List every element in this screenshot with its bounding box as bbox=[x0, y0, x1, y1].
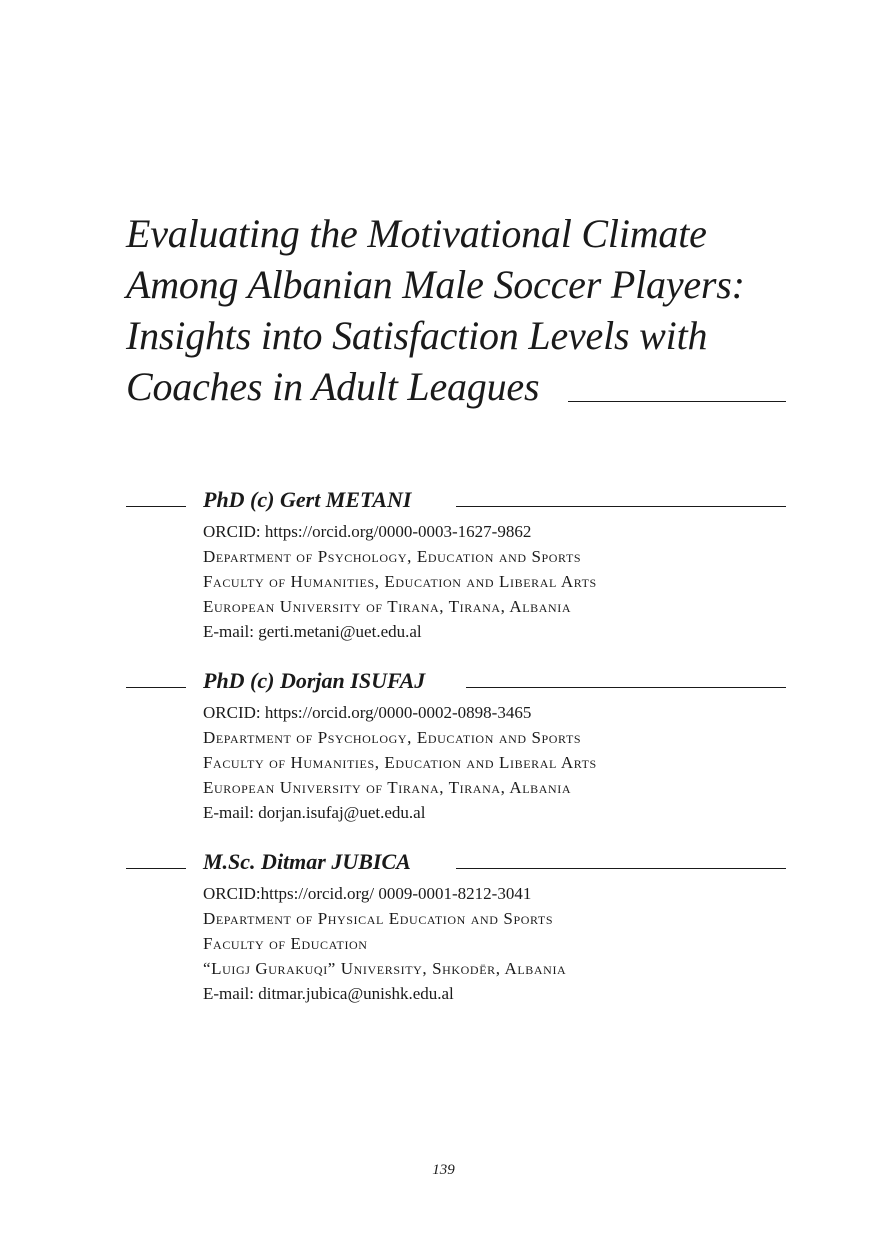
author-name: PhD (c) Gert METANI bbox=[203, 486, 419, 514]
author-rule-left bbox=[126, 687, 186, 688]
author-heading bbox=[126, 667, 786, 697]
author-block-1 bbox=[126, 486, 786, 644]
author-university: European University of Tirana, Tirana, Albania bbox=[203, 597, 572, 616]
title-line-4: Coaches in Adult Leagues bbox=[126, 364, 540, 409]
author-orcid: ORCID: https://orcid.org/0000-0002-0898-3465 bbox=[203, 703, 532, 722]
author-name: M.Sc. Ditmar JUBICA bbox=[203, 848, 419, 876]
author-department: Department of Psychology, Education and Sports bbox=[203, 728, 582, 747]
author-university: European University of Tirana, Tirana, Albania bbox=[203, 778, 572, 797]
author-faculty: Faculty of Education bbox=[203, 934, 368, 953]
author-block-3 bbox=[126, 848, 786, 1006]
author-faculty: Faculty of Humanities, Education and Liberal Arts bbox=[203, 572, 597, 591]
author-faculty: Faculty of Humanities, Education and Liberal Arts bbox=[203, 753, 597, 772]
page-number: 139 bbox=[432, 1162, 455, 1178]
author-department: Department of Physical Education and Sports bbox=[203, 909, 554, 928]
title-rule bbox=[568, 401, 786, 402]
author-email: E-mail: dorjan.isufaj@uet.edu.al bbox=[203, 803, 426, 822]
author-name: PhD (c) Dorjan ISUFAJ bbox=[203, 667, 433, 695]
title-line-3: Insights into Satisfaction Levels with bbox=[126, 313, 708, 358]
author-department: Department of Psychology, Education and Sports bbox=[203, 547, 582, 566]
author-email: E-mail: ditmar.jubica@unishk.edu.al bbox=[203, 984, 454, 1003]
author-block-2 bbox=[126, 667, 786, 825]
author-details bbox=[203, 700, 786, 825]
author-rule-right bbox=[466, 687, 786, 688]
article-title bbox=[126, 208, 806, 412]
author-orcid: ORCID: https://orcid.org/0000-0003-1627-9862 bbox=[203, 522, 532, 541]
author-rule-left bbox=[126, 506, 186, 507]
author-heading bbox=[126, 848, 786, 878]
author-details bbox=[203, 519, 786, 644]
author-rule-right bbox=[456, 868, 786, 869]
author-details bbox=[203, 881, 786, 1006]
author-university: “Luigj Gurakuqi” University, Shkodër, Albania bbox=[203, 959, 567, 978]
author-email: E-mail: gerti.metani@uet.edu.al bbox=[203, 622, 422, 641]
title-line-2: Among Albanian Male Soccer Players: bbox=[126, 262, 745, 307]
author-orcid: ORCID:https://orcid.org/ 0009-0001-8212-3041 bbox=[203, 884, 532, 903]
author-rule-left bbox=[126, 868, 186, 869]
author-rule-right bbox=[456, 506, 786, 507]
author-heading bbox=[126, 486, 786, 516]
title-line-1: Evaluating the Motivational Climate bbox=[126, 211, 707, 256]
